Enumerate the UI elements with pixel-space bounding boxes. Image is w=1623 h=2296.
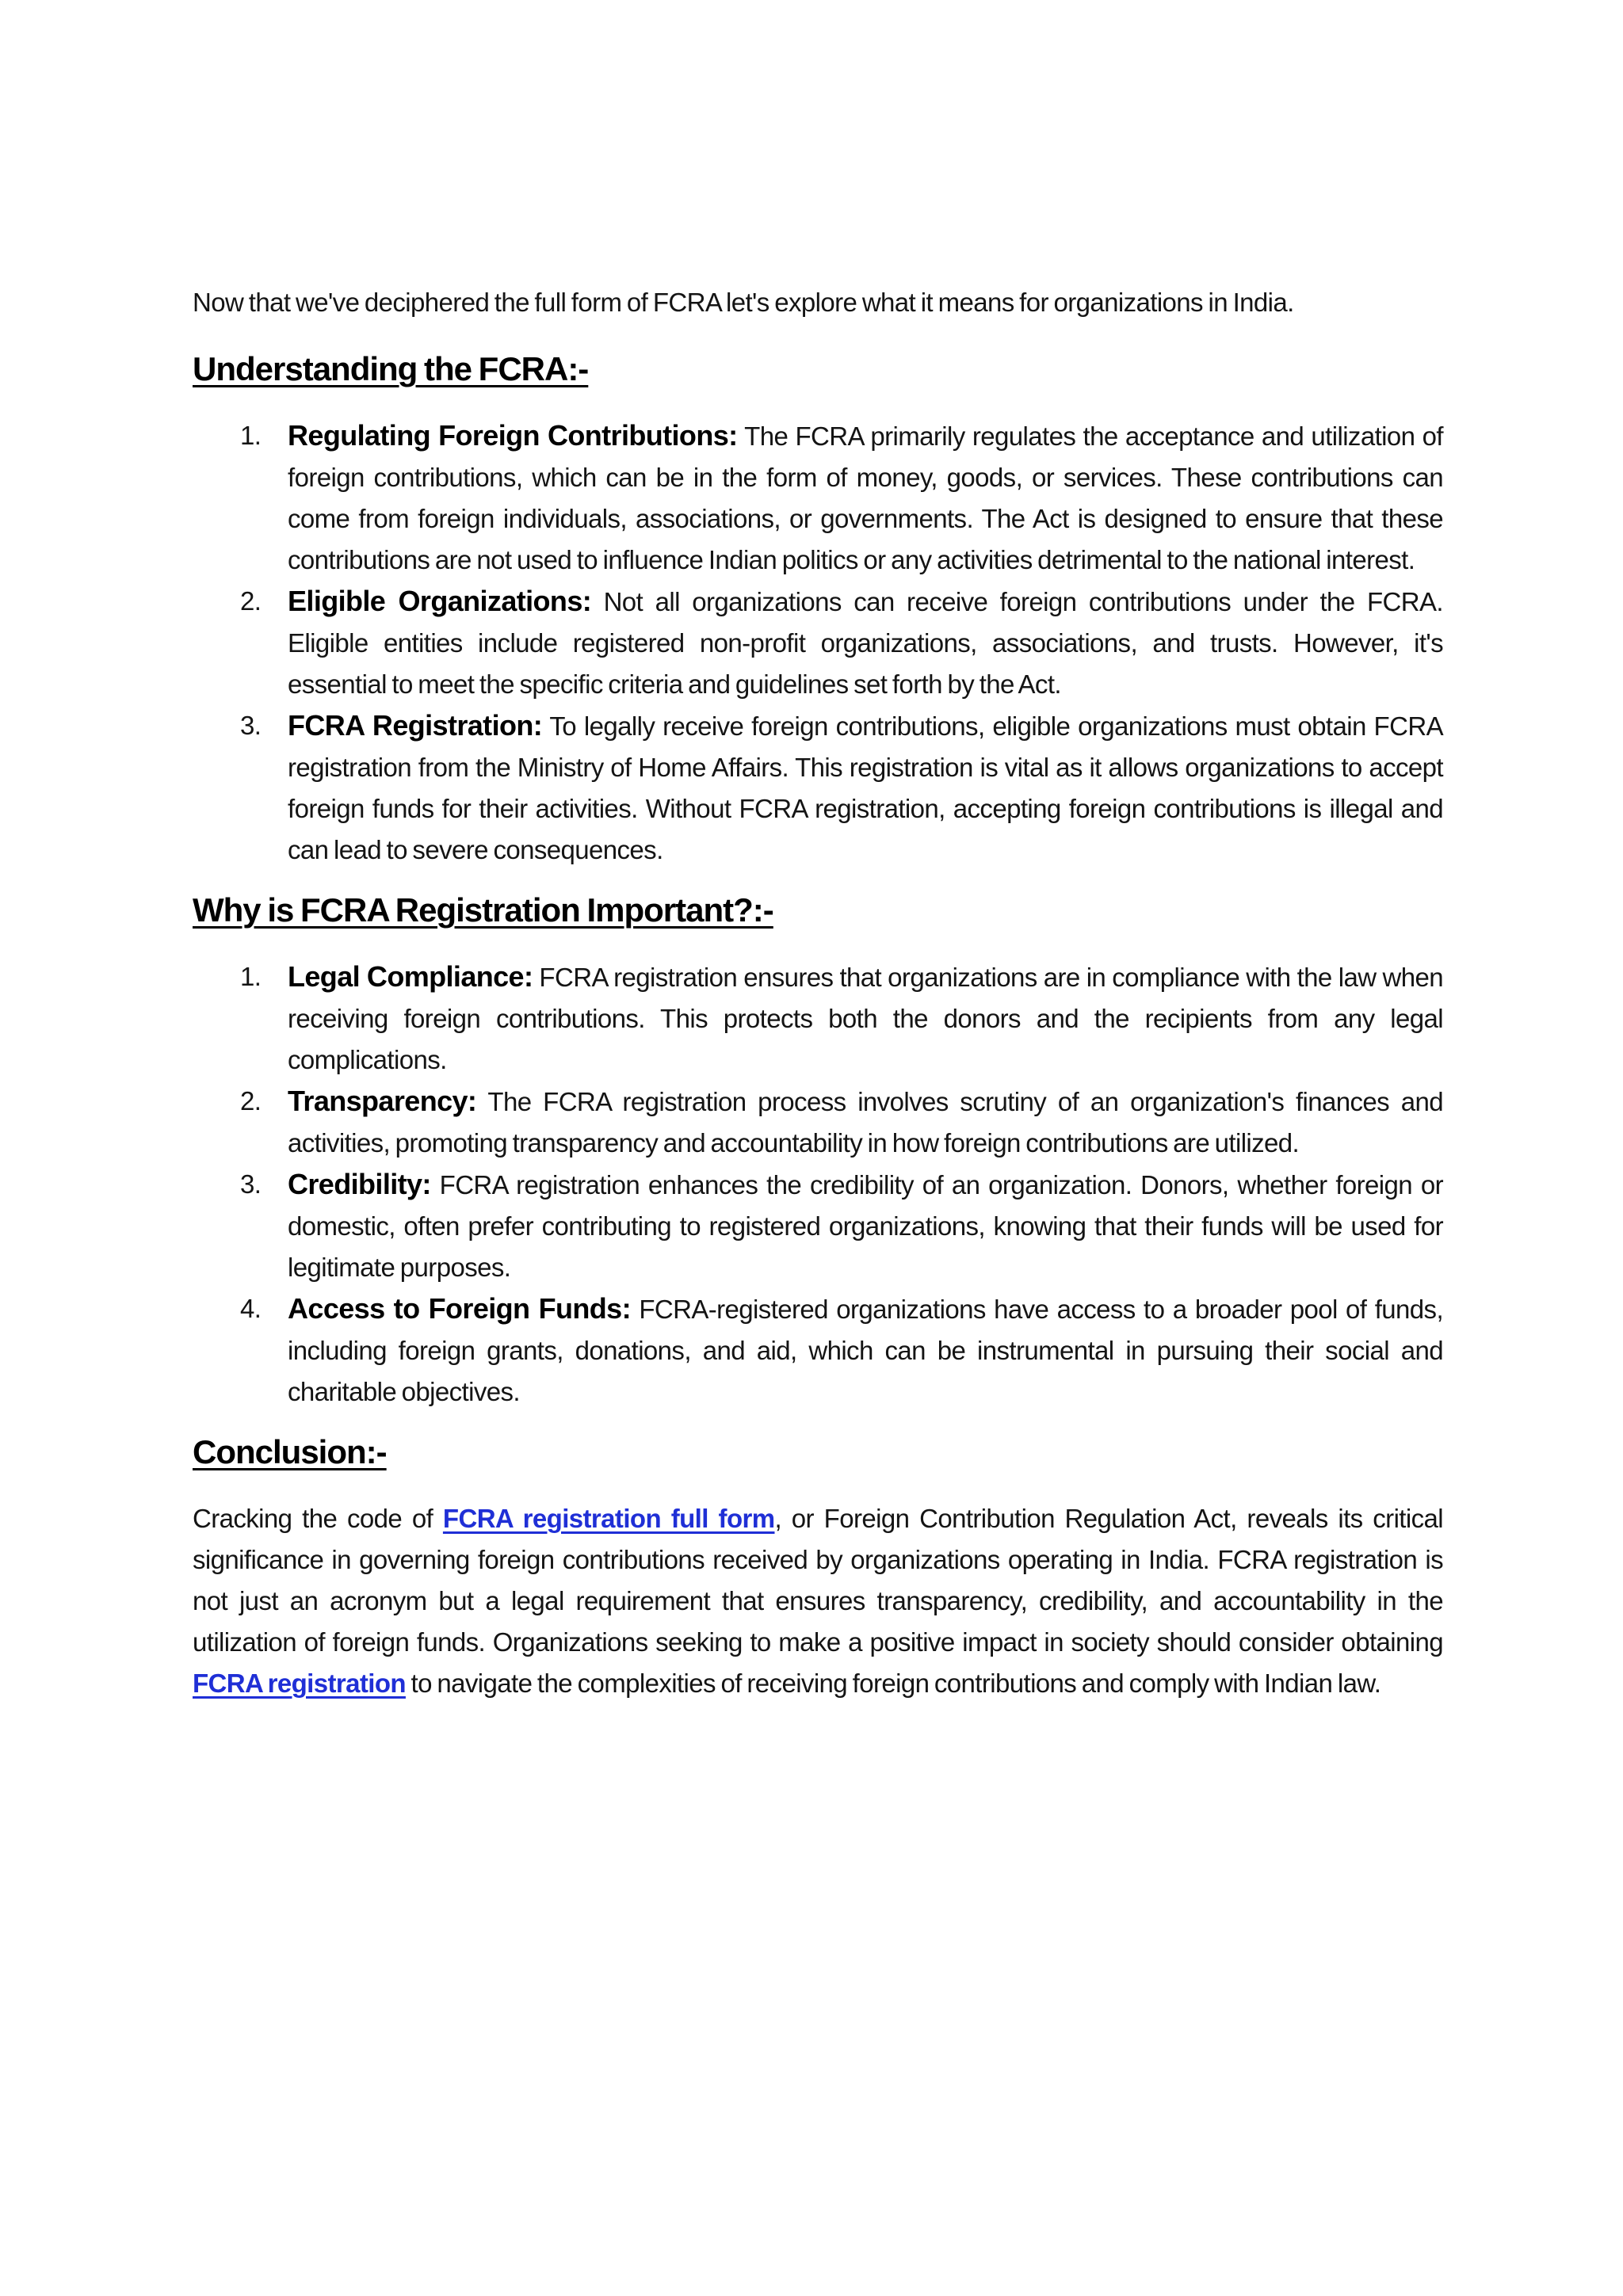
list-number: 1.	[240, 421, 262, 450]
list-number: 4.	[240, 1294, 262, 1323]
list-item-text: Not all organizations can receive foreign contributions under the FCRA. Eligible entities include registered non-profit organizations, associations, and trusts. However, it's essential to meet the specific criteria and guidelines set forth by the Act.	[288, 587, 1443, 699]
fcra-registration-link[interactable]: FCRA registration	[193, 1669, 406, 1698]
list-item	[193, 1164, 1443, 1288]
heading-understanding: Understanding the FCRA:-	[193, 350, 589, 387]
importance-list	[193, 956, 1443, 1413]
list-item	[193, 705, 1443, 871]
list-item-text: The FCRA primarily regulates the acceptance and utilization of foreign contributions, which can be in the form of money, goods, or services. These contributions can come from foreign individuals, associations, or governments. The Act is designed to ensure that these contributions are not used to influence Indian politics or any activities detrimental to the national interest.	[288, 421, 1443, 574]
list-item-lead: Eligible Organizations:	[288, 585, 592, 617]
intro-paragraph: Now that we've deciphered the full form of FCRA let's explore what it means for organizations in India.	[193, 288, 1294, 317]
list-item-lead: Regulating Foreign Contributions:	[288, 419, 738, 452]
list-number: 2.	[240, 586, 262, 616]
heading-conclusion: Conclusion:-	[193, 1433, 387, 1470]
list-item-lead: Credibility:	[288, 1168, 431, 1200]
understanding-list	[193, 415, 1443, 871]
list-item-lead: FCRA Registration:	[288, 709, 543, 742]
conclusion-paragraph	[193, 1498, 1443, 1704]
conclusion-text: Cracking the code of	[193, 1504, 443, 1533]
list-number: 3.	[240, 711, 262, 740]
document-page	[193, 282, 1443, 1704]
list-number: 2.	[240, 1086, 262, 1116]
heading-importance: Why is FCRA Registration Important?:-	[193, 891, 773, 929]
fcra-full-form-link[interactable]: FCRA registration full form	[442, 1504, 775, 1533]
list-number: 3.	[240, 1169, 262, 1199]
list-item-text: FCRA registration enhances the credibility of an organization. Donors, whether foreign or domestic, often prefer contributing to registered organizations, knowing that their funds will be used for legitimate purposes.	[288, 1170, 1443, 1282]
list-item	[193, 956, 1443, 1081]
list-item	[193, 1288, 1443, 1413]
conclusion-text: , or Foreign Contribution Regulation Act, reveals its critical significance in governing foreign contributions received by organizations operating in India. FCRA registration is not just an acronym but a legal requirement that ensures transparency, credibility, and accountability in the utilization of foreign funds. Organizations seeking to make a positive impact in society should consider obtaining	[193, 1504, 1443, 1657]
list-item-lead: Transparency:	[288, 1085, 477, 1117]
list-item-lead: Legal Compliance:	[288, 960, 533, 993]
list-item-text: FCRA-registered organizations have access to a broader pool of funds, including foreign grants, donations, and aid, which can be instrumental in pursuing their social and charitable objectives.	[288, 1295, 1444, 1406]
list-item	[193, 415, 1443, 581]
list-item	[193, 581, 1443, 705]
list-item	[193, 1081, 1443, 1164]
list-item-lead: Access to Foreign Funds:	[288, 1292, 631, 1325]
conclusion-text: to navigate the complexities of receiving foreign contributions and comply with Indian law.	[405, 1669, 1381, 1698]
list-item-text: FCRA registration ensures that organizations are in compliance with the law when receiving foreign contributions. This protects both the donors and the recipients from any legal complications.	[288, 963, 1443, 1074]
list-number: 1.	[240, 962, 262, 991]
list-item-text: The FCRA registration process involves scrutiny of an organization's finances and activities, promoting transparency and accountability in how foreign contributions are utilized.	[288, 1087, 1443, 1158]
list-item-text: To legally receive foreign contributions, eligible organizations must obtain FCRA registration from the Ministry of Home Affairs. This registration is vital as it allows organizations to accept foreign funds for their activities. Without FCRA registration, accepting foreign contributions is illegal and can lead to severe consequences.	[288, 711, 1443, 864]
